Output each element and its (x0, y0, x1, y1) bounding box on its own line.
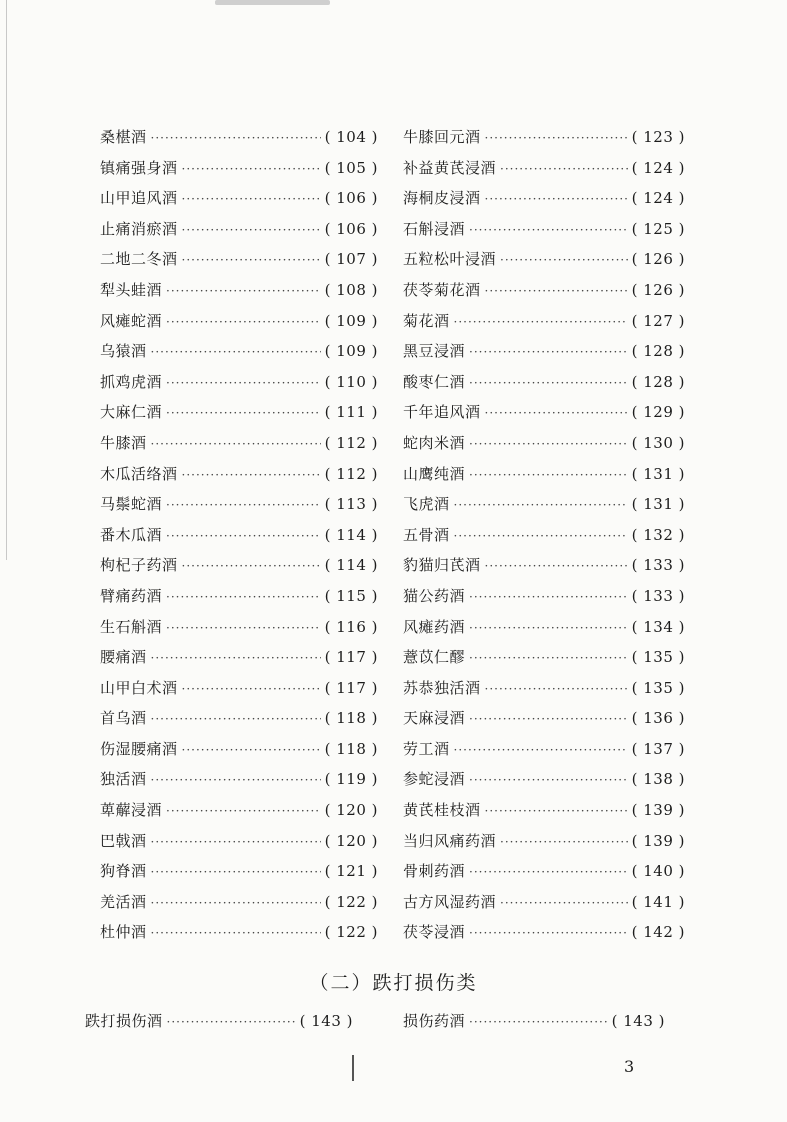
entry-page: ( 143 ) (299, 1012, 353, 1030)
dot-leader (151, 835, 321, 849)
page-number: 3 (624, 1057, 635, 1076)
entry-page: ( 128 ) (631, 372, 685, 391)
entry-page: ( 121 ) (324, 862, 378, 881)
dot-leader (469, 621, 628, 635)
entry-title: 黄芪桂枝酒 (403, 801, 481, 820)
entry-page: ( 107 ) (324, 250, 378, 269)
entry-title: 山甲白术酒 (100, 678, 178, 697)
entry-title: 杜仲酒 (100, 923, 147, 942)
toc-entry (100, 646, 378, 677)
toc-entry (403, 860, 685, 891)
entry-page: ( 128 ) (631, 342, 685, 361)
dot-leader (485, 682, 628, 696)
dot-leader (500, 253, 628, 267)
dot-leader (166, 804, 321, 818)
dot-leader (469, 223, 628, 237)
entry-title: 损伤药酒 (403, 1012, 466, 1030)
scan-margin-line (6, 0, 7, 560)
entry-title: 狗脊酒 (100, 862, 147, 881)
toc-entry (100, 401, 378, 432)
entry-title: 抓鸡虎酒 (100, 372, 163, 391)
toc-entry (100, 432, 378, 463)
entry-title: 马鬃蛇酒 (100, 495, 163, 514)
dot-leader (166, 590, 321, 604)
dot-leader (166, 376, 321, 390)
toc-entry (100, 310, 378, 341)
toc-entry (403, 126, 685, 157)
entry-title: 黑豆浸酒 (403, 342, 466, 361)
toc-entry (403, 677, 685, 708)
dot-leader (166, 284, 321, 298)
dot-leader (454, 743, 628, 757)
dot-leader (485, 192, 628, 206)
dot-leader (166, 406, 321, 420)
entry-title: 大麻仁酒 (100, 403, 163, 422)
entry-page: ( 122 ) (324, 923, 378, 942)
toc-entry (403, 432, 685, 463)
entry-page: ( 108 ) (324, 280, 378, 299)
dot-leader (469, 712, 628, 726)
toc-entry (403, 157, 685, 188)
entry-title: 薏苡仁醪 (403, 648, 466, 667)
toc-entry (100, 799, 378, 830)
section-heading: （二）跌打损伤类 (309, 972, 478, 994)
dot-leader (182, 253, 321, 267)
entry-title: 茯苓菊花酒 (403, 280, 481, 299)
entry-page: ( 137 ) (631, 739, 685, 758)
entry-page: ( 129 ) (631, 403, 685, 422)
entry-title: 山甲追风酒 (100, 189, 178, 208)
entry-title: 番木瓜酒 (100, 525, 163, 544)
dot-leader (151, 345, 321, 359)
entry-page: ( 131 ) (631, 464, 685, 483)
section-entries (85, 1010, 665, 1041)
dot-leader (151, 896, 321, 910)
dot-leader (182, 223, 321, 237)
dot-leader (500, 162, 628, 176)
toc-entry (100, 248, 378, 279)
entry-title: 犁头蛙酒 (100, 280, 163, 299)
entry-title: 腰痛酒 (100, 648, 147, 667)
toc-entry (403, 554, 685, 585)
toc-entry (403, 401, 685, 432)
entry-page: ( 123 ) (631, 128, 685, 146)
entry-title: 木瓜活络酒 (100, 464, 178, 483)
toc-entry (100, 554, 378, 585)
entry-title: 当归风痛药酒 (403, 831, 497, 850)
entry-title: 牛膝回元酒 (403, 128, 481, 146)
entry-page: ( 109 ) (324, 342, 378, 361)
entry-title: 首乌酒 (100, 709, 147, 728)
toc-entry (403, 248, 685, 279)
dot-leader (182, 682, 321, 696)
entry-title: 羌活酒 (100, 892, 147, 911)
toc-entry (403, 218, 685, 249)
entry-page: ( 134 ) (631, 617, 685, 636)
dot-leader (485, 284, 628, 298)
dot-leader (166, 315, 321, 329)
toc-entry (403, 738, 685, 769)
entry-page: ( 109 ) (324, 311, 378, 330)
toc-entry (100, 218, 378, 249)
toc-entry (403, 463, 685, 494)
toc-entry (100, 585, 378, 616)
entry-page: ( 115 ) (324, 586, 378, 605)
dot-leader (151, 437, 321, 451)
entry-title: 跌打损伤酒 (85, 1012, 163, 1030)
entry-title: 山鹰纯酒 (403, 464, 466, 483)
toc-entry (100, 891, 378, 922)
entry-page: ( 120 ) (324, 831, 378, 850)
entry-page: ( 139 ) (631, 831, 685, 850)
entry-page: ( 141 ) (631, 892, 685, 911)
toc-entry (403, 830, 685, 861)
entry-page: ( 116 ) (324, 617, 378, 636)
dot-leader (182, 559, 321, 573)
entry-title: 参蛇浸酒 (403, 770, 466, 789)
entry-page: ( 119 ) (324, 770, 378, 789)
entry-page: ( 132 ) (631, 525, 685, 544)
toc-entry (100, 126, 378, 157)
dot-leader (485, 131, 628, 145)
entry-page: ( 131 ) (631, 495, 685, 514)
dot-leader (469, 437, 628, 451)
toc-entry (403, 921, 685, 952)
toc-entry (403, 891, 685, 922)
entry-title: 风瘫药酒 (403, 617, 466, 636)
toc-entry (403, 187, 685, 218)
toc-entry (100, 279, 378, 310)
entry-title: 独活酒 (100, 770, 147, 789)
entry-title: 生石斛酒 (100, 617, 163, 636)
toc-entry (403, 524, 685, 555)
entry-title: 伤湿腰痛酒 (100, 739, 178, 758)
dot-leader (166, 498, 321, 512)
toc-entry (100, 371, 378, 402)
entry-page: ( 136 ) (631, 709, 685, 728)
dot-leader (485, 406, 628, 420)
dot-leader (469, 468, 628, 482)
entry-title: 五骨酒 (403, 525, 450, 544)
entry-page: ( 118 ) (324, 739, 378, 758)
dot-leader (166, 529, 321, 543)
entry-page: ( 140 ) (631, 862, 685, 881)
entry-page: ( 112 ) (324, 464, 378, 483)
toc-entry (100, 677, 378, 708)
toc-entry (403, 310, 685, 341)
entry-title: 蛇肉米酒 (403, 433, 466, 452)
entry-page: ( 122 ) (324, 892, 378, 911)
toc-entry (100, 493, 378, 524)
entry-title: 飞虎酒 (403, 495, 450, 514)
entry-page: ( 124 ) (631, 189, 685, 208)
toc-entry (100, 921, 378, 952)
dot-leader (151, 865, 321, 879)
toc-entry (100, 830, 378, 861)
entry-title: 萆薢浸酒 (100, 801, 163, 820)
entry-title: 牛膝酒 (100, 433, 147, 452)
dot-leader (454, 498, 628, 512)
dot-leader (166, 621, 321, 635)
entry-title: 镇痛强身酒 (100, 158, 178, 177)
dot-leader (182, 743, 321, 757)
entry-title: 二地二冬酒 (100, 250, 178, 269)
dot-leader (469, 1015, 608, 1029)
toc-entry (85, 1010, 353, 1041)
top-scan-artifact (215, 0, 330, 5)
dot-leader (454, 315, 628, 329)
entry-page: ( 106 ) (324, 219, 378, 238)
toc-entry (403, 646, 685, 677)
toc-entry (403, 340, 685, 371)
entry-page: ( 143 ) (611, 1012, 665, 1030)
dot-leader (167, 1015, 296, 1029)
toc-entry (403, 279, 685, 310)
entry-page: ( 130 ) (631, 433, 685, 452)
dot-leader (469, 651, 628, 665)
dot-leader (469, 926, 628, 940)
toc-entry (100, 340, 378, 371)
entry-page: ( 113 ) (324, 495, 378, 514)
entry-title: 苏恭独活酒 (403, 678, 481, 697)
entry-page: ( 117 ) (324, 648, 378, 667)
toc-entry (403, 493, 685, 524)
entry-page: ( 114 ) (324, 525, 378, 544)
entry-title: 五粒松叶浸酒 (403, 250, 497, 269)
entry-page: ( 127 ) (631, 311, 685, 330)
entry-title: 风瘫蛇酒 (100, 311, 163, 330)
toc-entry (100, 463, 378, 494)
dot-leader (151, 131, 321, 145)
entry-title: 劳工酒 (403, 739, 450, 758)
dot-leader (182, 192, 321, 206)
entry-page: ( 111 ) (324, 403, 378, 422)
entry-page: ( 105 ) (324, 158, 378, 177)
dot-leader (485, 804, 628, 818)
dot-leader (469, 865, 628, 879)
dot-leader (182, 162, 321, 176)
entry-title: 桑椹酒 (100, 128, 147, 146)
toc-entry (100, 157, 378, 188)
entry-page: ( 126 ) (631, 280, 685, 299)
entry-title: 枸杞子药酒 (100, 556, 178, 575)
entry-title: 骨刺药酒 (403, 862, 466, 881)
entry-page: ( 118 ) (324, 709, 378, 728)
entry-page: ( 125 ) (631, 219, 685, 238)
entry-page: ( 124 ) (631, 158, 685, 177)
toc-entry (100, 524, 378, 555)
entry-title: 酸枣仁酒 (403, 372, 466, 391)
entry-page: ( 104 ) (324, 128, 378, 146)
dot-leader (469, 773, 628, 787)
toc-entry (403, 707, 685, 738)
footer-mark (352, 1055, 354, 1081)
dot-leader (182, 468, 321, 482)
dot-leader (469, 376, 628, 390)
entry-page: ( 117 ) (324, 678, 378, 697)
entry-page: ( 133 ) (631, 556, 685, 575)
toc-entry (100, 187, 378, 218)
dot-leader (500, 896, 628, 910)
dot-leader (500, 835, 628, 849)
toc-entry (403, 1010, 665, 1041)
entry-page: ( 114 ) (324, 556, 378, 575)
entry-page: ( 120 ) (324, 801, 378, 820)
entry-title: 海桐皮浸酒 (403, 189, 481, 208)
dot-leader (454, 529, 628, 543)
entry-page: ( 112 ) (324, 433, 378, 452)
entry-title: 菊花酒 (403, 311, 450, 330)
entry-title: 茯苓浸酒 (403, 923, 466, 942)
toc-left-column (100, 126, 378, 952)
toc-entry (403, 616, 685, 647)
entry-title: 千年追风酒 (403, 403, 481, 422)
toc-entry (100, 768, 378, 799)
dot-leader (469, 345, 628, 359)
dot-leader (469, 590, 628, 604)
toc-entry (100, 738, 378, 769)
entry-title: 臂痛药酒 (100, 586, 163, 605)
entry-page: ( 133 ) (631, 586, 685, 605)
dot-leader (151, 651, 321, 665)
toc-entry (403, 585, 685, 616)
entry-title: 乌猿酒 (100, 342, 147, 361)
entry-title: 天麻浸酒 (403, 709, 466, 728)
entry-title: 石斛浸酒 (403, 219, 466, 238)
entry-page: ( 135 ) (631, 678, 685, 697)
entry-title: 古方风湿药酒 (403, 892, 497, 911)
entry-title: 止痛消瘀酒 (100, 219, 178, 238)
entry-title: 补益黄芪浸酒 (403, 158, 497, 177)
entry-page: ( 126 ) (631, 250, 685, 269)
entry-page: ( 138 ) (631, 770, 685, 789)
toc-entry (100, 860, 378, 891)
entry-page: ( 106 ) (324, 189, 378, 208)
entry-page: ( 142 ) (631, 923, 685, 942)
toc-entry (403, 799, 685, 830)
entry-title: 豹猫归芪酒 (403, 556, 481, 575)
entry-title: 巴戟酒 (100, 831, 147, 850)
dot-leader (485, 559, 628, 573)
toc-entry (100, 707, 378, 738)
dot-leader (151, 926, 321, 940)
entry-title: 猫公药酒 (403, 586, 466, 605)
entry-page: ( 139 ) (631, 801, 685, 820)
dot-leader (151, 773, 321, 787)
toc-entry (100, 616, 378, 647)
toc-entry (403, 768, 685, 799)
dot-leader (151, 712, 321, 726)
toc-right-column (403, 126, 685, 952)
entry-page: ( 135 ) (631, 648, 685, 667)
toc-entry (403, 371, 685, 402)
entry-page: ( 110 ) (324, 372, 378, 391)
